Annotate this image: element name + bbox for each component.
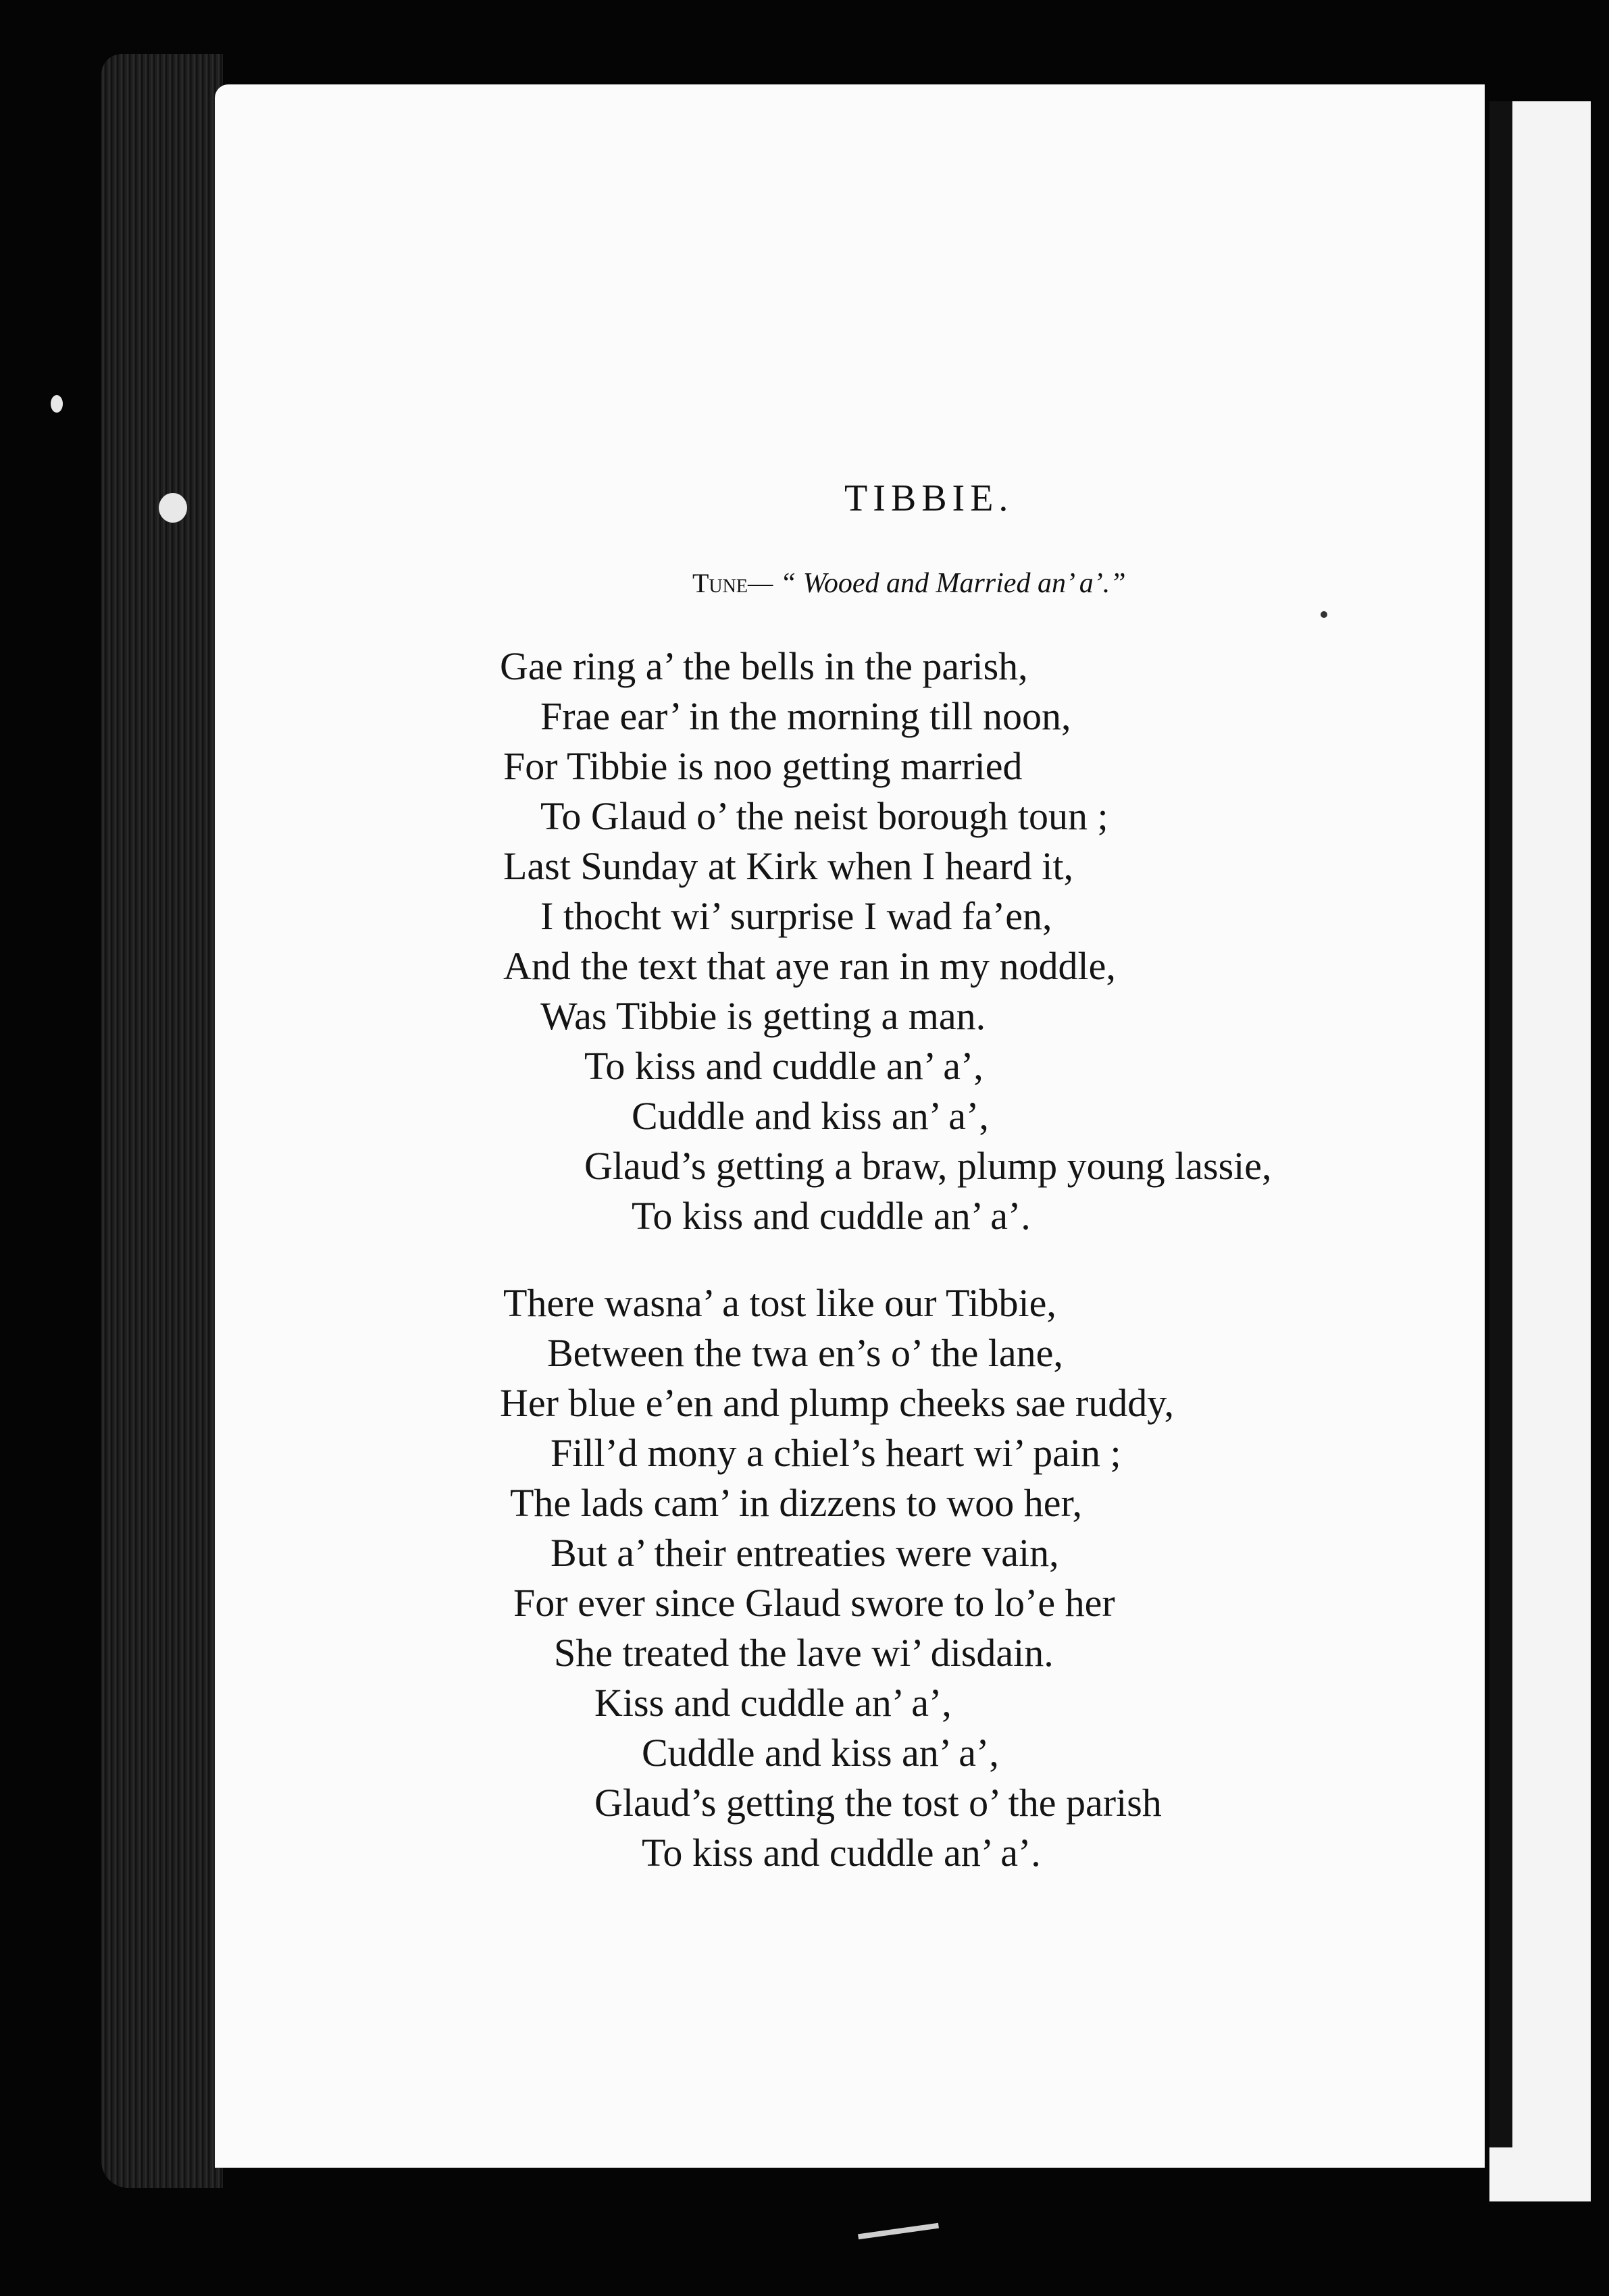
poem-line: Was Tibbie is getting a man. <box>540 994 986 1038</box>
poem-line: The lads cam’ in dizzens to woo her, <box>510 1481 1082 1525</box>
scan-speck <box>1321 611 1327 618</box>
poem-line: Her blue e’en and plump cheeks sae ruddy, <box>500 1381 1174 1425</box>
poem-refrain-line: Cuddle and kiss an’ a’, <box>642 1731 999 1775</box>
poem-refrain-line: Glaud’s getting the tost o’ the parish <box>594 1781 1162 1825</box>
poem-line: Fill’d mony a chiel’s heart wi’ pain ; <box>551 1431 1121 1475</box>
poem-line: Frae ear’ in the morning till noon, <box>540 694 1071 738</box>
poem-line: For Tibbie is noo getting married <box>503 744 1023 788</box>
tune-label: Tune <box>692 568 748 598</box>
poem-line: But a’ their entreaties were vain, <box>551 1531 1059 1575</box>
poem-line: There wasna’ a tost like our Tibbie, <box>503 1281 1056 1325</box>
poem-line: Gae ring a’ the bells in the parish, <box>500 644 1028 688</box>
book-spine-edge <box>101 54 223 2188</box>
scan-speck <box>51 395 63 413</box>
poem-refrain-line: Cuddle and kiss an’ a’, <box>632 1094 989 1138</box>
poem-line: Last Sunday at Kirk when I heard it, <box>503 844 1074 888</box>
page-gutter-shadow <box>1489 101 1512 2147</box>
scan-speck <box>159 493 187 523</box>
poem-line: Between the twa en’s o’ the lane, <box>547 1331 1063 1375</box>
poem-title: TIBBIE. <box>844 477 1014 519</box>
poem-refrain-line: To kiss and cuddle an’ a’. <box>642 1831 1041 1875</box>
tune-line <box>692 567 1126 600</box>
poem-line: For ever since Glaud swore to lo’e her <box>513 1581 1115 1625</box>
poem-refrain-line: To kiss and cuddle an’ a’. <box>632 1194 1031 1238</box>
poem-refrain-line: Kiss and cuddle an’ a’, <box>594 1681 952 1725</box>
poem-refrain-line: To kiss and cuddle an’ a’, <box>584 1044 984 1088</box>
poem-line: I thocht wi’ surprise I wad fa’en, <box>540 894 1052 938</box>
poem-line: She treated the lave wi’ disdain. <box>554 1631 1054 1675</box>
poem-line: To Glaud o’ the neist borough toun ; <box>540 794 1108 838</box>
page-blemish <box>858 2223 939 2240</box>
poem-refrain-line: Glaud’s getting a braw, plump young lassie, <box>584 1144 1272 1188</box>
poem-line: And the text that aye ran in my noddle, <box>503 944 1116 988</box>
tune-name: — “ Wooed and Married an’ a’.” <box>747 568 1126 599</box>
